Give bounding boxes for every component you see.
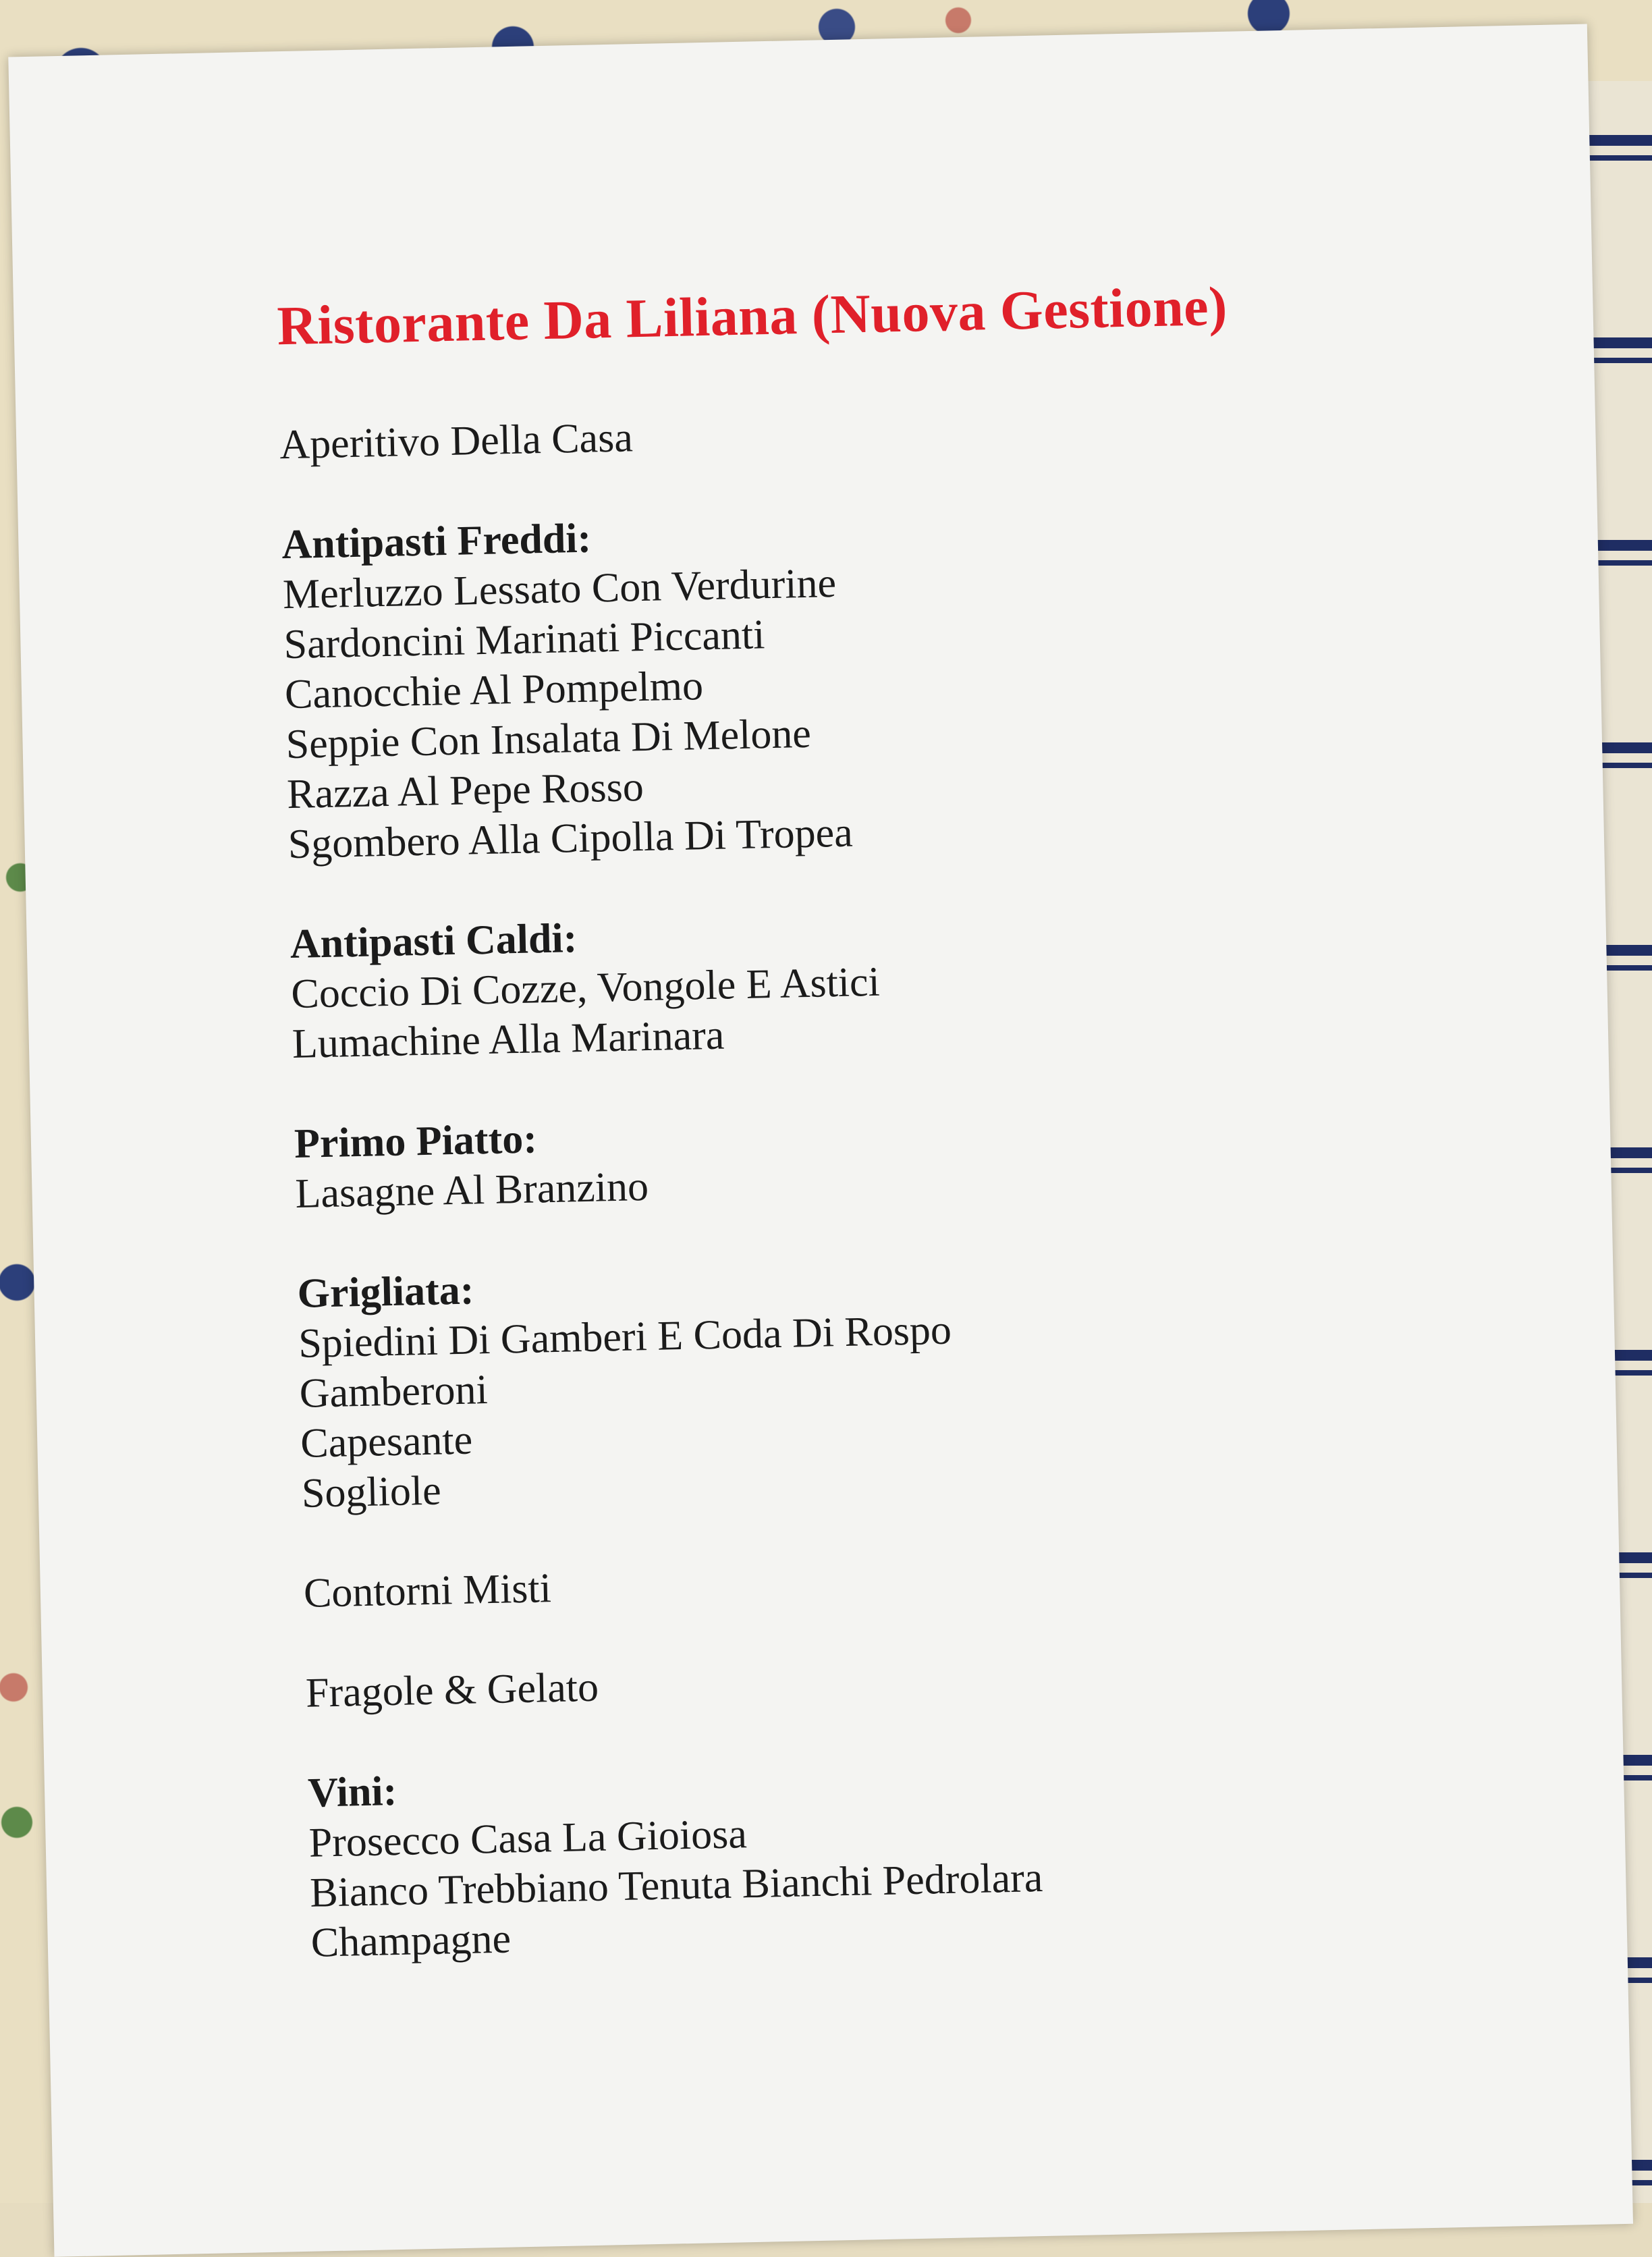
wine-item: Bianco Trebbiano Tenuta Bianchi Pedrolara: [309, 1854, 1043, 1916]
section-heading-antipasti-caldi: Antipasti Caldi:: [290, 915, 578, 968]
section-heading-antipasti-freddi: Antipasti Freddi:: [281, 515, 592, 568]
menu-content: [277, 269, 1526, 1968]
menu-item: Seppie Con Insalata Di Melone: [285, 710, 812, 768]
menu-item: Sgombero Alla Cipolla Di Tropea: [287, 809, 854, 868]
dessert-item: Fragole & Gelato: [305, 1664, 599, 1716]
aperitivo-item: Aperitivo Della Casa: [279, 414, 634, 468]
menu-sheet: [8, 24, 1633, 2256]
section-heading-primo-piatto: Primo Piatto:: [294, 1116, 538, 1167]
wine-item: Prosecco Casa La Gioiosa: [308, 1811, 748, 1866]
menu-item: Gamberoni: [299, 1367, 489, 1417]
menu-item: Coccio Di Cozze, Vongole E Astici: [290, 958, 881, 1018]
menu-item: Merluzzo Lessato Con Verdurine: [282, 560, 837, 618]
section-heading-vini: Vini:: [307, 1768, 397, 1816]
menu-item: Canocchie Al Pompelmo: [284, 663, 704, 718]
restaurant-title: Ristorante Da Liliana (Nuova Gestione): [276, 275, 1228, 357]
menu-item: Capesante: [300, 1417, 473, 1467]
menu-item: Spiedini Di Gamberi E Coda Di Rospo: [298, 1307, 952, 1367]
menu-item: Lasagne Al Branzino: [294, 1164, 649, 1217]
menu-item: Lumachine Alla Marinara: [292, 1012, 725, 1068]
wine-item: Champagne: [310, 1915, 512, 1966]
menu-item: Sogliole: [301, 1467, 442, 1517]
menu-item: Sardoncini Marinati Piccanti: [283, 611, 765, 668]
contorni-item: Contorni Misti: [303, 1565, 552, 1616]
menu-item: Razza Al Pepe Rosso: [286, 764, 644, 818]
section-heading-grigliata: Grigliata:: [297, 1267, 475, 1317]
